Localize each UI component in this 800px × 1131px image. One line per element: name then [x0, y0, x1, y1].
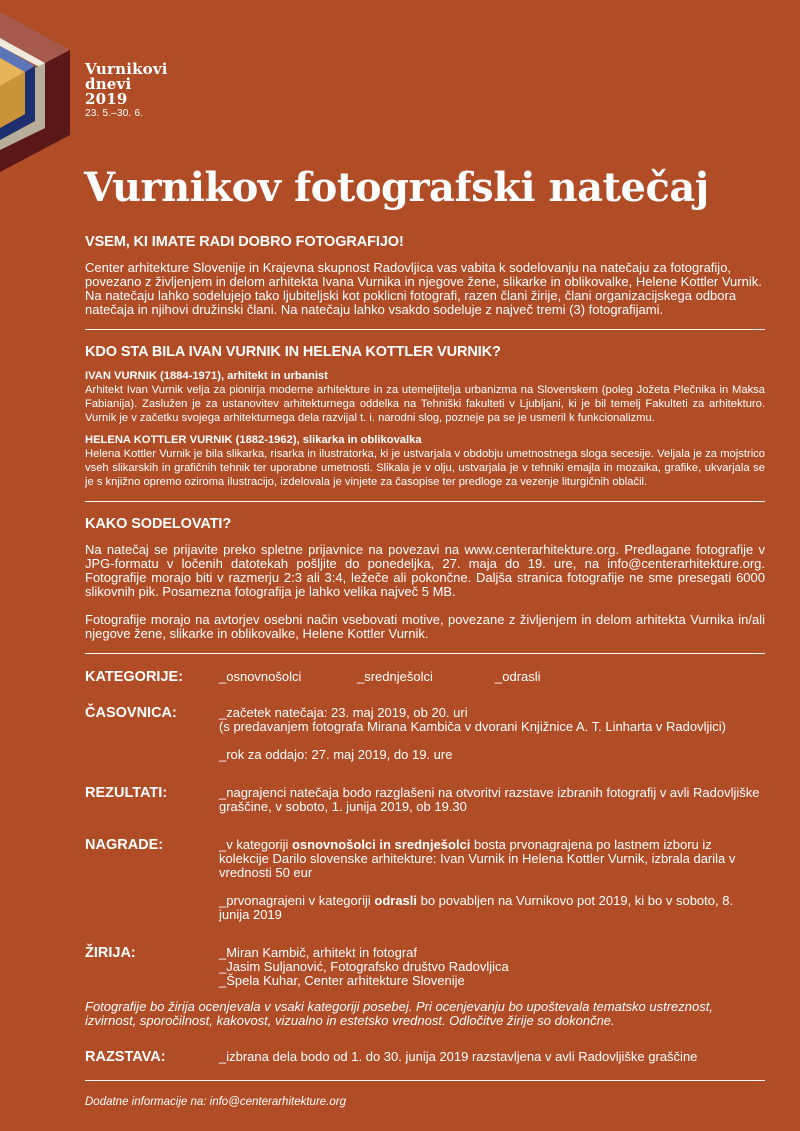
jury-label: ŽIRIJA: [85, 945, 136, 962]
category-item: _osnovnošolci [219, 669, 302, 685]
event-brand [85, 62, 168, 120]
ivan-title: IVAN VURNIK (1884-1971), arhitekt in urbanist [85, 370, 328, 382]
jury-member: _Špela Kuhar, Center arhitekture Slovenije [219, 973, 465, 989]
helena-title: HELENA KOTTLER VURNIK (1882-1962), slikarka in oblikovalka [85, 433, 422, 446]
how-section [85, 516, 765, 641]
award-youth [219, 838, 765, 880]
who-section [85, 344, 765, 489]
timeline-start: _začetek natečaja: 23. maj 2019, ob 20. uri [219, 705, 468, 721]
categories-label: KATEGORIJE: [85, 669, 184, 686]
who-heading: KDO STA BILA IVAN VURNIK IN HELENA KOTTLER VURNIK? [85, 344, 501, 360]
results-row [85, 786, 765, 814]
intro-heading: VSEM, KI IMATE RADI DOBRO FOTOGRAFIJO! [85, 234, 404, 250]
helena-text: Helena Kottler Vurnik je bila slikarka, risarka in ilustratorka, ki je ustvarjala v obdobju umetnostnega sloga secesije. Veljala je za mojstrico vseh slikarskih in grafičnih tehnik ter uporabne umetnosti. Slikala je v olju, ustvarjala je v tehniki emajla in mozaika, grafike, ukvarjala se je s knjižno opremo oziroma ilustracijo, izdelovala je vinjete za časopise ter predloge za vezenje liturgičnih oblačil. [85, 447, 765, 489]
results-text: _nagrajenci natečaja bodo razglašeni na otvoritvi razstave izbranih fotografij v avli Radovljiške graščine, v soboto, 1. junija 2019, ob 19.30 [219, 785, 760, 815]
timeline-values [219, 706, 765, 762]
brand-line-1: Vurnikovi [85, 60, 168, 78]
footer-info: Dodatne informacije na: info@centerarhitekture.org [85, 1096, 346, 1109]
how-heading: KAKO SODELOVATI? [85, 516, 232, 533]
awards-values [219, 838, 765, 922]
award-youth-pre: _v kategoriji [219, 837, 292, 853]
exhibition-label: RAZSTAVA: [85, 1049, 166, 1066]
exhibition-text: _izbrana dela bodo od 1. do 30. junija 2019 razstavljena v avli Radovljiške graščine [219, 1049, 698, 1065]
cube-logo-graphic [0, 0, 75, 175]
brand-line-2: dnevi [85, 75, 132, 93]
timeline-row [85, 706, 765, 762]
award-adults-pre: _prvonagrajeni v kategoriji [219, 893, 375, 909]
awards-label: NAGRADE: [85, 837, 164, 854]
award-youth-category: osnovnošolci in srednješolci [291, 837, 471, 853]
category-item: _srednješolci [357, 669, 433, 685]
category-item: _odrasli [495, 669, 541, 685]
ivan-text: Arhitekt Ivan Vurnik velja za pionirja moderne arhitekture in za utemeljitelja urbanizma na Slovenskem (poleg Jožeta Plečnika in Maksa Fabianija). Zaslužen je za ustanovitev arhitekturnega oddelka na Tehniški fakulteti v Ljubljani, ki je bil temelj Fakulteti za arhitekturo. Vurnik je v začetku svojega arhitekturnega dela razvijal t. i. narodni slog, pozneje pa se je usmeril k funkcionalizmu. [85, 384, 765, 425]
jury-row [85, 946, 765, 988]
award-youth-post: bosta prvonagrajena po lastnem izboru iz kolekcije Darilo slovenske arhitekture: Ivan Vurnik in Helena Kottler Vurnik, izbrala darila v vrednosti 50 eur [219, 837, 736, 881]
award-adults-post: bo povabljen na Vurnikovo pot 2019, ki bo v soboto, 8. junija 2019 [219, 893, 734, 923]
award-adults [219, 894, 765, 922]
page-title: Vurnikov fotografski natečaj [84, 164, 709, 211]
how-text-2: Fotografije morajo na avtorjev osebni način vsebovati motive, povezane z življenjem in delom arhitekta Vurnika in/ali njegove žene, slikarke in oblikovalke, Helene Kottler Vurnik. [85, 612, 765, 642]
jury-member: _Miran Kambič, arhitekt in fotograf [219, 945, 417, 961]
divider [85, 1080, 765, 1081]
intro-section [85, 234, 765, 317]
results-label: REZULTATI: [85, 785, 168, 802]
divider [85, 329, 765, 330]
jury-member: _Jasim Suljanović, Fotografsko društvo Radovljica [219, 959, 509, 975]
jury-members [219, 946, 765, 988]
categories-list [219, 670, 765, 684]
awards-row [85, 838, 765, 922]
brand-dates: 23. 5.–30. 6. [85, 108, 144, 119]
exhibition-row [85, 1050, 765, 1064]
intro-text: Center arhitekture Slovenije in Krajevna skupnost Radovljica vas vabita k sodelovanju na natečaju za fotografijo, povezano z življenjem in delom arhitekta Ivana Vurnika in njegove žene, slikarke in oblikovalke, Helene Kottler Vurnik. Na natečaju lahko sodelujejo tako ljubiteljski kot poklicni fotografi, razen člani žirije, člani organizacijskega odbora natečaja in njihovi družinski člani. Na natečaju lahko vsakdo sodeluje z največ tremi (3) fotografijami. [85, 260, 762, 317]
timeline-start-note: (s predavanjem fotografa Mirana Kambiča v dvorani Knjižnice A. T. Linharta v Radovljici) [219, 719, 726, 735]
brand-year: 2019 [85, 90, 128, 108]
award-adults-category: odrasli [374, 893, 417, 909]
main-content [85, 234, 765, 1109]
divider [85, 501, 765, 502]
timeline-label: ČASOVNICA: [85, 705, 177, 722]
jury-note: Fotografije bo žirija ocenjevala v vsaki kategoriji posebej. Pri ocenjevanju bo upoštevala tematsko ustreznost, izvirnost, sporočilnost, kakovost, vizualno in estetsko vrednost. Odločitve žirije so dokončne. [85, 999, 713, 1029]
how-text-1: Na natečaj se prijavite preko spletne prijavnice na povezavi na www.centerarhitekture.org. Predlagane fotografije v JPG-formatu v ločenih datotekah pošljite do ponedeljka, 27. maja do 19. ure, na info@centerarhitekture.org. Fotografije morajo biti v razmerju 2:3 ali 3:4, ležeče ali pokončne. Daljša stranica fotografije ne sme presegati 6000 slikovnih pik. Posamezna fotografija je lahko velika največ 5 MB. [85, 542, 765, 600]
categories-row [85, 670, 765, 684]
divider [85, 653, 765, 654]
timeline-deadline: _rok za oddajo: 27. maj 2019, do 19. ure [219, 747, 453, 763]
